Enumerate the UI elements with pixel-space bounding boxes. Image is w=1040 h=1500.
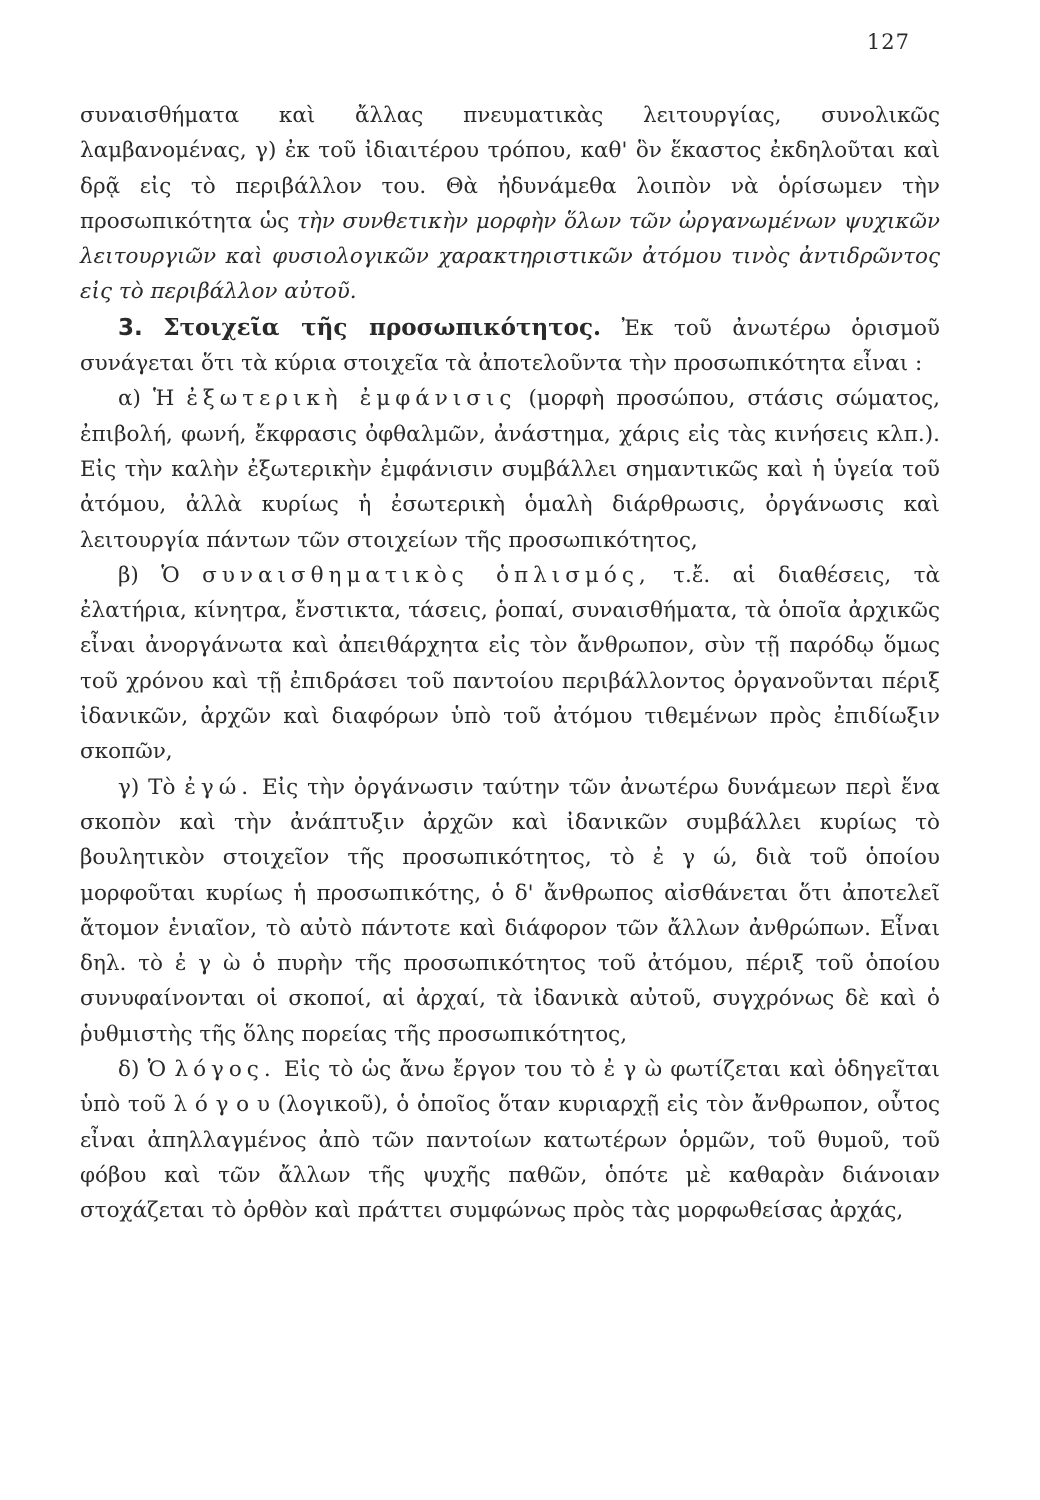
list-item (80, 770, 940, 1052)
item-body: (μορφὴ προσώπου, στάσις σώματος, ἐπιβολή, φωνή, ἔκφρασις ὀφθαλμῶν, ἀνάστημα, χάρις εἰς τὰς κινήσεις κλπ.). Εἰς τὴν καλὴν ἐξωτερικὴν ἐμφάνισιν συμβάλλει σημαντικῶς καὶ ἡ ὑγεία τοῦ ἀτόμου, ἀλλὰ κυρίως ἡ ἐσωτερικὴ ὁμαλὴ διάρθρωσις, ὀργάνωσις καὶ λειτουργία πάντων τῶν στοιχείων τῆς προσωπικότητος, (80, 386, 941, 553)
item-term: ἐγώ. (184, 774, 254, 800)
list-item (80, 558, 940, 770)
item-term: λόγος. (174, 1057, 276, 1083)
item-label: γ) Τὸ (118, 774, 176, 800)
section-number: 3. (118, 314, 143, 341)
section-title: Στοιχεῖα τῆς προσωπικότητος. (163, 313, 602, 341)
item-body: Εἰς τὸ ὡς ἄνω ἔργον του τὸ ἐ γ ὼ φωτίζεται καὶ ὁδηγεῖται ὑπὸ τοῦ λ ό γ ο υ (λογικοῦ), ὁ ὁποῖος ὅταν κυριαρχῇ εἰς τὸν ἄνθρωπον, οὗτος εἶναι ἀπηλλαγμένος ἀπὸ τῶν παντοίων κατωτέρων ὁρμῶν, τοῦ θυμοῦ, τοῦ φόβου καὶ τῶν ἄλλων τῆς ψυχῆς παθῶν, ὁπότε μὲ καθαρὰν διάνοιαν στοχάζεται τὸ ὀρθὸν καὶ πράττει συμφώνως πρὸς τὰς μορφωθείσας ἀρχάς, (80, 1057, 940, 1224)
item-label: β) Ὁ (118, 562, 180, 588)
item-body: τ.ἔ. αἱ διαθέσεις, τὰ ἐλατήρια, κίνητρα, ἔνστικτα, τάσεις, ῥοπαί, συναισθήματα, τὰ ὁποῖα ἀρχικῶς εἶναι ἀνοργάνωτα καὶ ἀπειθάρχητα εἰς τὸν ἄνθρωπον, σὺν τῇ παρόδῳ ὅμως τοῦ χρόνου καὶ τῇ ἐπιδράσει τοῦ παντοίου περιβάλλοντος ὀργανοῦνται πέριξ ἰδανικῶν, ἀρχῶν καὶ διαφόρων ὑπὸ τοῦ ἀτόμου τιθεμένων πρὸς ἐπιδίωξιν σκοπῶν, (80, 562, 940, 765)
item-label: δ) Ὁ (118, 1057, 167, 1083)
list-item (80, 381, 940, 557)
intro-definition: τὴν συνθετικὴν μορφὴν ὅλων τῶν ὠργανωμένων ψυχικῶν λειτουργιῶν καὶ φυσιολογικῶν χαρακτηριστικῶν ἀτόμου τινὸς ἀντιδρῶντος εἰς τὸ περιβάλλον αὐτοῦ. (80, 208, 940, 305)
item-body: Εἰς τὴν ὀργάνωσιν ταύτην τῶν ἀνωτέρω δυνάμεων περὶ ἕνα σκοπὸν καὶ τὴν ἀνάπτυξιν ἀρχῶν καὶ ἰδανικῶν συμβάλλει κυρίως τὸ βουλητικὸν στοιχεῖον τῆς προσωπικότητος, τὸ ἐ γ ώ, διὰ τοῦ ὁποίου μορφοῦται κυρίως ἡ προσωπικότης, ὁ δ' ἄνθρωπος αἰσθάνεται ὅτι ἀποτελεῖ ἄτομον ἑνιαῖον, τὸ αὐτὸ πάντοτε καὶ διάφορον τῶν ἄλλων ἀνθρώπων. Εἶναι δηλ. τὸ ἐ γ ὼ ὁ πυρὴν τῆς προσωπικότητος τοῦ ἀτόμου, πέριξ τοῦ ὁποίου συνυφαίνονται οἱ σκοποί, αἱ ἀρχαί, τὰ ἰδανικὰ αὐτοῦ, συγχρόνως δὲ καὶ ὁ ῥυθμιστὴς τῆς ὅλης πορείας τῆς προσωπικότητος, (80, 774, 940, 1047)
item-term: συναισθηματικὸς ὁπλισμός, (202, 562, 651, 588)
section-paragraph (80, 310, 940, 382)
item-term: ἐξωτερικὴ ἐμφάνισις (186, 386, 517, 412)
body-text (80, 98, 940, 1229)
item-label: α) Ἡ (118, 386, 175, 412)
intro-paragraph (80, 98, 940, 310)
page-number: 127 (866, 30, 910, 54)
section-intro-text: Ἐκ τοῦ ἀνωτέρω ὁρισμοῦ συνάγεται ὅτι τὰ κύρια στοιχεῖα τὰ ἀποτελοῦντα τὴν προσωπικότητα εἶναι : (80, 315, 940, 377)
list-item (80, 1052, 940, 1228)
intro-text: συναισθήματα καὶ ἄλλας πνευματικὰς λειτουργίας, συνολικῶς λαμβανομένας, γ) ἐκ τοῦ ἰδιαιτέρου τρόπου, καθ' ὃν ἕκαστος ἐκδηλοῦται καὶ δρᾷ εἰς τὸ περιβάλλον του. Θὰ ἠδυνάμεθα λοιπὸν νὰ ὁρίσωμεν τὴν προσωπικότητα ὡς (80, 103, 940, 234)
